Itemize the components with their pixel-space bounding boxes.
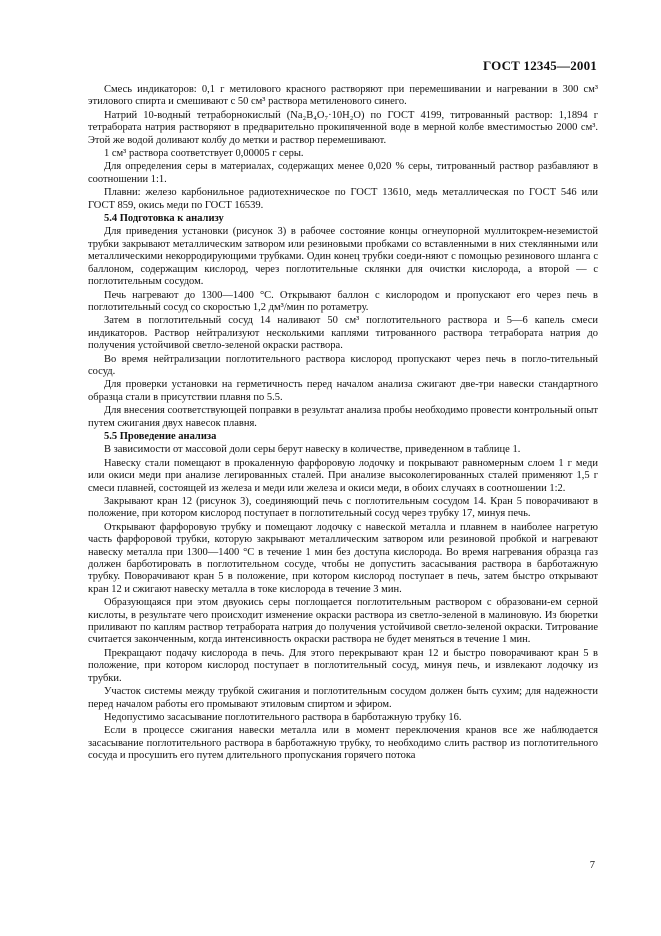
paragraph-valve-close: Закрывают кран 12 (рисунок 3), соединяющий печь с поглотительным сосудом 14. Кран 5 поворачивают в положение, при котором кислород поступает в поглотительный сосуд через трубку 17, минуя печь. xyxy=(88,496,598,520)
paragraph-dry-section: Участок системы между трубкой сжигания и поглотительным сосудом должен быть сухим; для надежности перед началом работы его промывают этиловым спиртом и эфиром. xyxy=(88,686,598,710)
paragraph-sample-mass: В зависимости от массовой доли серы берут навеску в количестве, приведенном в таблице 1. xyxy=(104,444,521,456)
paragraph-fluxes: Плавни: железо карбонильное радиотехническое по ГОСТ 13610, медь металлическая по ГОСТ 546 или ГОСТ 859, окись меди по ГОСТ 16539. xyxy=(88,187,598,211)
paragraph-dilution: Для определения серы в материалах, содержащих менее 0,020 % серы, титрованный раствор разбавляют в соотношении 1:1. xyxy=(88,161,598,185)
paragraph-suction-recovery: Если в процессе сжигания навески металла или в момент переключения кранов все же наблюдается засасывание поглотительного раствора в барботажную трубку, то необходимо слить раствор из поглотительного сосуда и просушить его путем длительного пропускания горячего потока xyxy=(88,725,598,762)
paragraph-combustion: Открывают фарфоровую трубку и помещают лодочку с навеской металла и плавнем в наиболее нагретую часть фарфоровой трубки, которую закрывают металлическим затвором или резиновой пробкой и нагревают навеску металла при 1300—1400 °С в течение 1 мин без доступа кислорода. Во время нагревания образца газ должен барботировать в поглотительном сосуде, чтобы не допустить засасывания раствора в барботажную трубку. Поворачивают кран 5 в положение, при котором кислород поступает в печь, затем быстро открывают кран 12 и сжигают навеску металла в токе кислорода в течение 3 мин. xyxy=(88,521,598,595)
paragraph-stop-oxygen: Прекращают подачу кислорода в печь. Для этого перекрывают кран 12 и быстро поворачивают кран 5 в положение, при котором кислород поступает в поглотительный сосуд, минуя печь, и извлекают лодочку из трубки. xyxy=(88,647,598,684)
paragraph-no-suction: Недопустимо засасывание поглотительного раствора в барботажную трубку 16. xyxy=(104,711,462,723)
paragraph-sodium-tetraborate: Натрий 10-водный тетраборнокислый (Na₂B₄O₇·10H₂O) по ГОСТ 4199, титрованный раствор: 1,1894 г тетрабората натрия растворяют в предварительно прокипяченной воде в мерной колбе вместимостью 2000 см³. Этой же водой доливают колбу до метки и раствор перемешивают. xyxy=(88,109,598,146)
paragraph-neutralization: Во время нейтрализации поглотительного раствора кислород пропускают через печь в погло-тительный сосуд. xyxy=(88,353,598,377)
standard-header: ГОСТ 12345—2001 xyxy=(482,58,597,73)
paragraph-leak-check: Для проверки установки на герметичность перед началом анализа сжигают две-три навески стандартного образца стали в присутствии плавня по 5.5. xyxy=(88,379,598,403)
page-number: 7 xyxy=(589,860,595,871)
paragraph-absorber-fill: Затем в поглотительный сосуд 14 наливают 50 см³ поглотительного раствора и 5—6 капель смеси индикаторов. Раствор нейтрализуют несколькими каплями титрованного раствора тетрабората натрия до получения устойчивой светло-зеленой окраски раствора. xyxy=(88,315,598,352)
paragraph-heating: Печь нагревают до 1300—1400 °С. Открывают баллон с кислородом и пропускают его через печь в поглотительный сосуд со скоростью 1,2 дм³/мин по ротаметру. xyxy=(88,289,598,313)
section-heading-5-4: 5.4 Подготовка к анализу xyxy=(104,213,224,225)
paragraph-equivalence: 1 см³ раствора соответствует 0,00005 г серы. xyxy=(104,148,304,160)
body-text xyxy=(88,84,598,764)
paragraph-setup: Для приведения установки (рисунок 3) в рабочее состояние концы огнеупорной муллитокрем-неземистой трубки закрывают металлическим затвором или резиновыми пробками со вставленными в них стеклянными или металлическими некорродирующими трубками. Один конец трубки соеди-няют с помощью резинового шланга с баллоном, содержащим кислород, через поглотительные склянки для очистки кислорода, а второй — с поглотительным сосудом. xyxy=(88,226,598,288)
section-heading-5-5: 5.5 Проведение анализа xyxy=(104,430,217,442)
paragraph-sample-boat: Навеску стали помещают в прокаленную фарфоровую лодочку и покрывают равномерным слоем 1 г меди или окиси меди при анализе легированных сталей. При анализе высоколегированных сталей применяют 1,5 г смеси плавней, состоящей из железа и меди или железа и окиси меди, в обоих случаях в соотношении 1:2. xyxy=(88,457,598,494)
paragraph-blank-test: Для внесения соответствующей поправки в результат анализа пробы необходимо провести контрольный опыт путем сжигания двух навесок плавня. xyxy=(88,405,598,429)
paragraph-titration: Образующаяся при этом двуокись серы поглощается поглотительным раствором с образовани-ем серной кислоты, в результате чего происходит изменение окраски раствора из светло-зеленой в малиновую. Из бюретки приливают по каплям раствор тетрабората натрия до получения устойчивой светло-зеленой окраски. Титрование считается законченным, когда интенсивность окраски раствора не будет меняться в течение 1 мин. xyxy=(88,597,598,646)
paragraph-indicator-mix: Смесь индикаторов: 0,1 г метилового красного растворяют при перемешивании и нагревании в 300 см³ этилового спирта и смешивают с 50 см³ раствора метиленового синего. xyxy=(88,84,598,108)
